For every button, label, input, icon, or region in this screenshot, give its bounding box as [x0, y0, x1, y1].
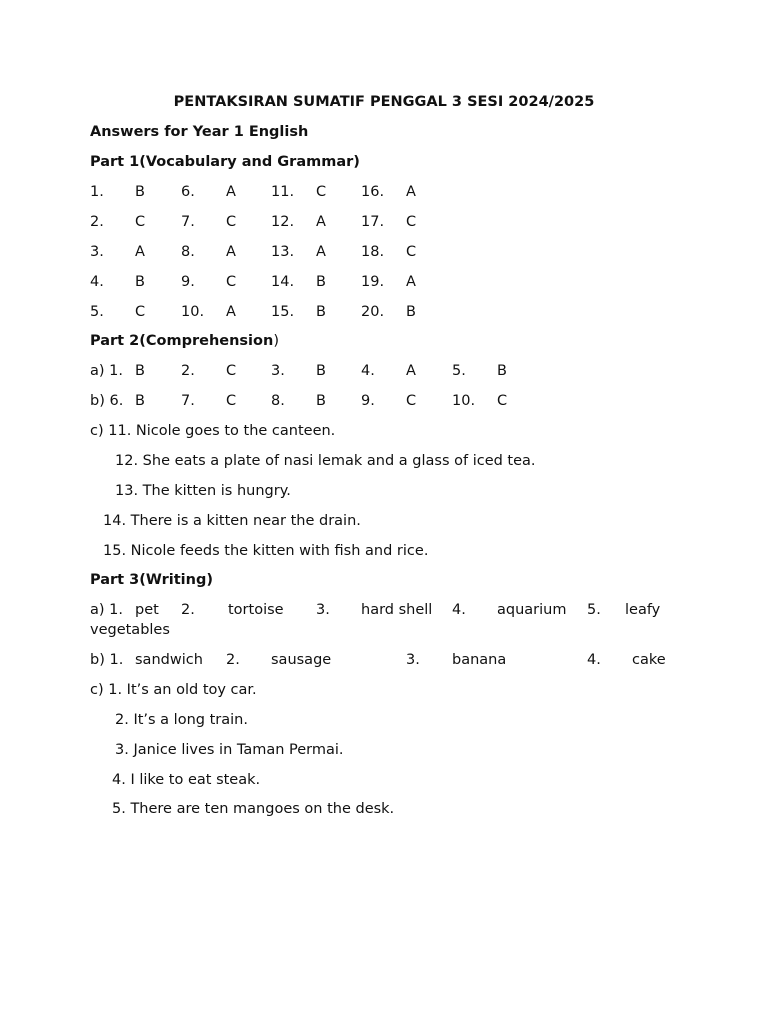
question-number: b) 6. — [90, 393, 124, 409]
question-number: 2. — [90, 214, 104, 230]
part2-c-line-15: 15. Nicole feeds the kitten with fish and rice. — [103, 543, 429, 559]
answer-letter: C — [316, 184, 327, 200]
question-number: a) 1. — [90, 602, 123, 618]
question-number: 5. — [452, 363, 466, 379]
part3-a-wrap: vegetables — [90, 622, 170, 638]
answer-word: cake — [632, 652, 666, 668]
question-number: 3. — [90, 244, 104, 260]
question-number: 7. — [181, 393, 195, 409]
answer-word: pet — [135, 602, 159, 618]
question-number: 6. — [181, 184, 195, 200]
answer-letter: B — [316, 304, 326, 320]
question-number: 13. — [271, 244, 295, 260]
answer-letter: C — [497, 393, 508, 409]
answer-letter: A — [316, 244, 326, 260]
answer-letter: C — [406, 214, 417, 230]
answer-letter: A — [406, 363, 416, 379]
answer-word: hard shell — [361, 602, 433, 618]
question-number: 9. — [361, 393, 375, 409]
part3-c-line-2: 2. It’s a long train. — [115, 712, 248, 728]
part3-c-line-4: 4. I like to eat steak. — [112, 772, 261, 788]
answer-word: leafy — [625, 602, 661, 618]
question-number: 11. — [271, 184, 295, 200]
question-number: 3. — [271, 363, 285, 379]
answer-letter: C — [226, 214, 237, 230]
question-number: 4. — [452, 602, 466, 618]
answer-letter: C — [406, 393, 417, 409]
question-number: 2. — [181, 602, 195, 618]
document-title: PENTAKSIRAN SUMATIF PENGGAL 3 SESI 2024/2025 — [173, 94, 595, 110]
answer-letter: A — [406, 184, 416, 200]
part3-c-line-5: 5. There are ten mangoes on the desk. — [112, 801, 395, 817]
answer-letter: C — [135, 214, 146, 230]
answer-letter: B — [316, 393, 326, 409]
question-number: 4. — [587, 652, 601, 668]
part1-heading: Part 1(Vocabulary and Grammar) — [90, 154, 360, 170]
question-number: 10. — [452, 393, 476, 409]
question-number: 8. — [181, 244, 195, 260]
document-subtitle: Answers for Year 1 English — [90, 124, 309, 140]
question-number: 2. — [181, 363, 195, 379]
part2-heading-paren: ) — [273, 333, 279, 349]
part3-heading: Part 3(Writing) — [90, 572, 213, 588]
question-number: 3. — [406, 652, 420, 668]
question-number: 4. — [90, 274, 104, 290]
answer-letter: B — [135, 363, 145, 379]
answer-letter: A — [316, 214, 326, 230]
question-number: a) 1. — [90, 363, 123, 379]
question-number: 17. — [361, 214, 385, 230]
question-number: 3. — [316, 602, 330, 618]
question-number: 1. — [90, 184, 104, 200]
answer-word: sausage — [271, 652, 332, 668]
answer-letter: C — [226, 274, 237, 290]
question-number: 5. — [587, 602, 601, 618]
answer-letter: A — [226, 304, 236, 320]
question-number: 14. — [271, 274, 295, 290]
question-number: b) 1. — [90, 652, 124, 668]
answer-letter: B — [135, 184, 145, 200]
part2-c-line-13: 13. The kitten is hungry. — [115, 483, 291, 499]
answer-word: aquarium — [497, 602, 567, 618]
part3-c-line-1: c) 1. It’s an old toy car. — [90, 682, 257, 698]
answer-letter: C — [226, 393, 237, 409]
part2-c-line-11: c) 11. Nicole goes to the canteen. — [90, 423, 336, 439]
answer-word: sandwich — [135, 652, 203, 668]
question-number: 10. — [181, 304, 205, 320]
answer-letter: A — [226, 244, 236, 260]
answer-letter: B — [406, 304, 416, 320]
answer-letter: B — [316, 274, 326, 290]
question-number: 4. — [361, 363, 375, 379]
answer-letter: B — [316, 363, 326, 379]
question-number: 8. — [271, 393, 285, 409]
answer-word: tortoise — [228, 602, 284, 618]
answer-letter: B — [135, 393, 145, 409]
question-number: 9. — [181, 274, 195, 290]
part3-c-line-3: 3. Janice lives in Taman Permai. — [115, 742, 344, 758]
question-number: 18. — [361, 244, 385, 260]
answer-word: banana — [452, 652, 507, 668]
question-number: 19. — [361, 274, 385, 290]
part2-heading — [90, 331, 279, 351]
answer-letter: C — [135, 304, 146, 320]
answer-letter: C — [406, 244, 417, 260]
question-number: 2. — [226, 652, 240, 668]
answer-letter: A — [406, 274, 416, 290]
question-number: 20. — [361, 304, 385, 320]
question-number: 7. — [181, 214, 195, 230]
answer-letter: C — [226, 363, 237, 379]
question-number: 15. — [271, 304, 295, 320]
part2-c-line-14: 14. There is a kitten near the drain. — [103, 513, 361, 529]
part2-c-line-12: 12. She eats a plate of nasi lemak and a glass of iced tea. — [115, 453, 536, 469]
answer-letter: B — [497, 363, 507, 379]
answer-letter: A — [135, 244, 145, 260]
question-number: 12. — [271, 214, 295, 230]
part2-heading-text: Part 2(Comprehension — [90, 333, 274, 349]
answer-letter: B — [135, 274, 145, 290]
question-number: 16. — [361, 184, 385, 200]
answer-letter: A — [226, 184, 236, 200]
question-number: 5. — [90, 304, 104, 320]
